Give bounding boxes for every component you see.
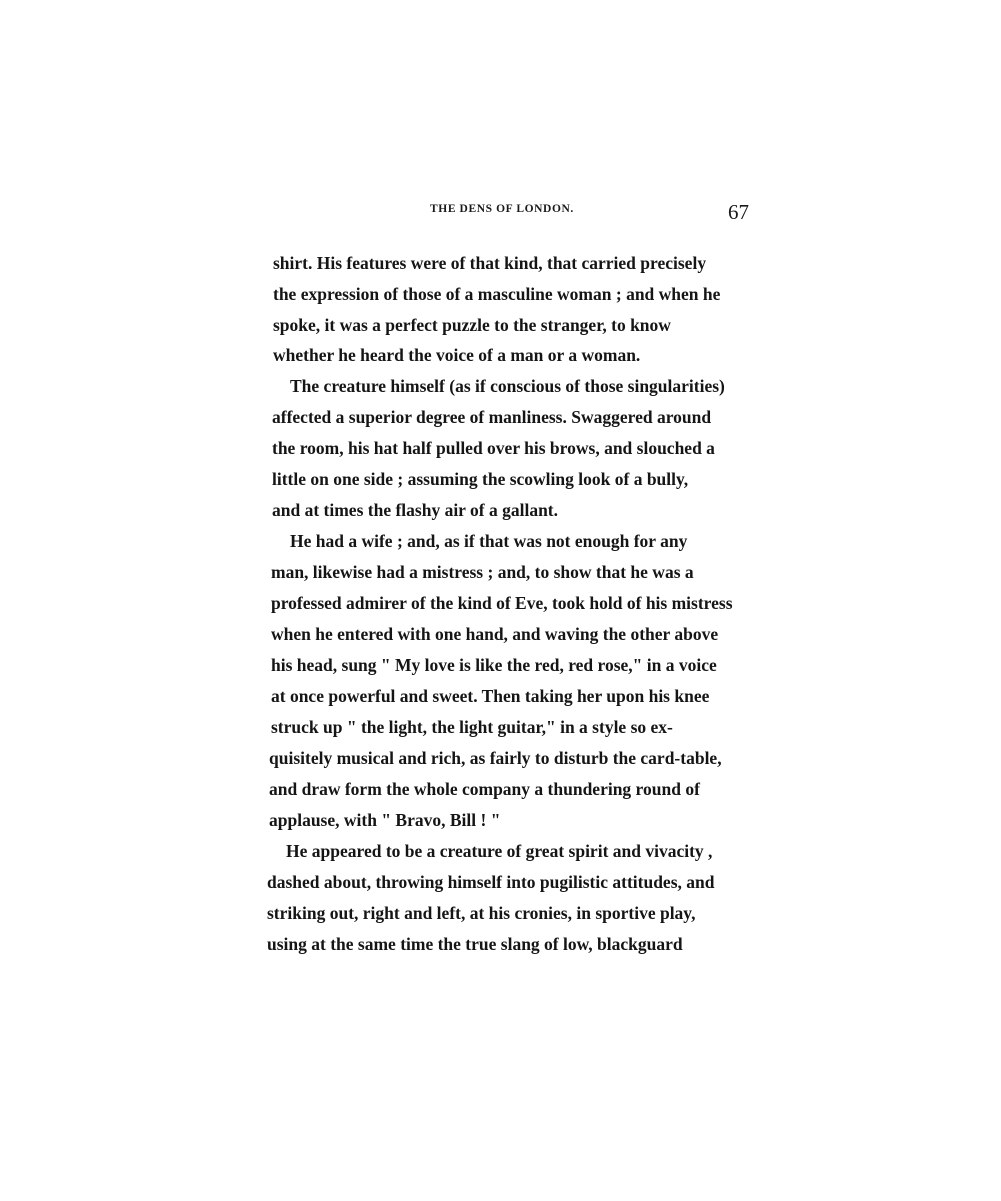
text-line: and draw form the whole company a thundering round of (269, 779, 700, 799)
text-line: and at times the flashy air of a gallant. (272, 500, 558, 520)
text-line: at once powerful and sweet. Then taking her upon his knee (271, 686, 710, 706)
text-line: He appeared to be a creature of great spirit and vivacity , (286, 841, 713, 861)
text-line: his head, sung " My love is like the red, red rose," in a voice (271, 655, 717, 675)
text-line: shirt. His features were of that kind, that carried precisely (273, 253, 707, 273)
page-number: 67 (728, 200, 749, 224)
text-line: striking out, right and left, at his cronies, in sportive play, (267, 903, 696, 923)
text-line: the room, his hat half pulled over his brows, and slouched a (272, 438, 715, 458)
text-line: dashed about, throwing himself into pugilistic attitudes, and (267, 872, 715, 892)
running-head: THE DENS OF LONDON. (430, 203, 574, 215)
text-line: whether he heard the voice of a man or a woman. (273, 345, 641, 365)
text-line: little on one side ; assuming the scowling look of a bully, (272, 469, 689, 489)
text-line: professed admirer of the kind of Eve, took hold of his mistress (271, 593, 733, 613)
text-line: applause, with " Bravo, Bill ! " (269, 810, 501, 830)
text-line: when he entered with one hand, and waving the other above (271, 624, 719, 644)
text-line: the expression of those of a masculine woman ; and when he (273, 284, 721, 304)
text-line: man, likewise had a mistress ; and, to show that he was a (271, 562, 694, 582)
text-line: quisitely musical and rich, as fairly to disturb the card-table, (269, 748, 722, 768)
text-line: affected a superior degree of manliness. Swaggered around (272, 407, 712, 427)
text-line: He had a wife ; and, as if that was not enough for any (290, 531, 688, 551)
text-line: spoke, it was a perfect puzzle to the stranger, to know (273, 315, 671, 335)
text-line: struck up " the light, the light guitar," in a style so ex- (271, 717, 673, 737)
text-line: The creature himself (as if conscious of those singularities) (290, 376, 725, 396)
text-line: using at the same time the true slang of low, blackguard (267, 934, 683, 954)
